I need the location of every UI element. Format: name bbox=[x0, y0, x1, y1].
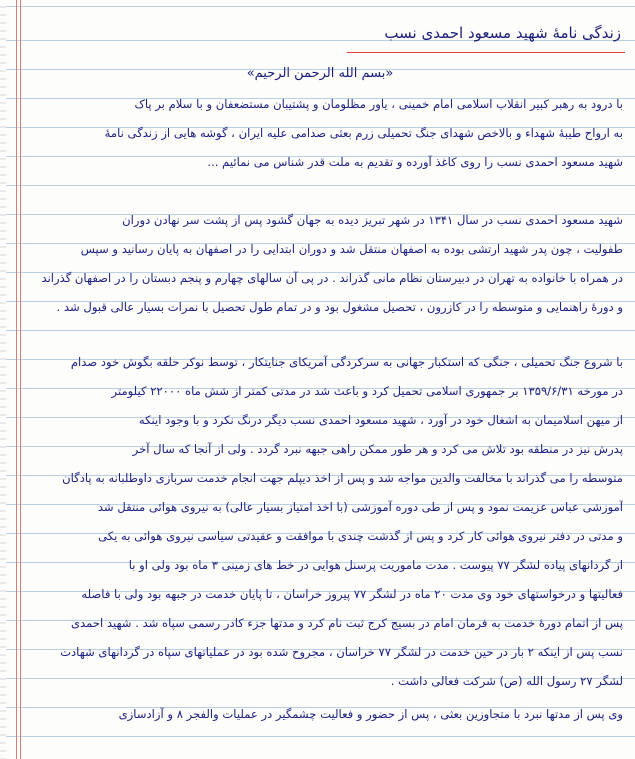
text-line: شهید مسعود احمدی نسب در سال ۱۳۴۱ در شهر تبریز دیده به جهان گشود پس از پشت سر نهادن دوران bbox=[122, 213, 623, 227]
text-line: شهید مسعود احمدی نسب را روی کاغذ آورده و تقدیم به ملت قدر شناس می نمائیم ... bbox=[207, 155, 623, 169]
text-line: به ارواح طیبهٔ شهداء و بالاخص شهدای جنگ تحمیلی زرم بعثی صدامی علیه ایران ، گوشه هایی از زندگی نامهٔ bbox=[104, 126, 623, 140]
bismillah-heading: «بسم الله الرحمن الرحیم» bbox=[246, 66, 394, 81]
page-edge bbox=[0, 0, 6, 759]
paragraph-final bbox=[26, 700, 623, 729]
text-line: پس از اتمام دورهٔ خدمت به فرمان امام در بسیج کرج ثبت نام کرد و مدتها جزء کادر رسمی سپاه شد . شهید احمدی bbox=[70, 616, 623, 630]
text-line: متوسطه را می گذراند با مخالفت والدین مواجه شد و پس از اخذ دیپلم جهت انجام خدمت سربازی داوطلبانه به پادگان bbox=[62, 471, 623, 485]
text-line: در همراه با خانواده به تهران در دبیرستان نظام مانی گذراند . در پی آن سالهای چهارم و پنجم دبستان را در اصفهان گذراند bbox=[41, 271, 623, 285]
text-line: با شروع جنگ تحمیلی ، جنگی که استکبار جهانی به سرکردگی آمریکای جنایتکار ، توسط نوکر حلقه بگوش خود صدام bbox=[70, 355, 623, 369]
text-line: و دورهٔ راهنمایی و متوسطه را در کازرون ، تحصیل مشغول بود و در تمام طول تحصیل با نمرات بسیار عالی قبول شد . bbox=[56, 300, 623, 314]
paragraph-war bbox=[26, 348, 623, 696]
paragraph-intro bbox=[26, 90, 623, 177]
text-line: از گردانهای پیاده لشگر ۷۷ پیوست . مدت ماموریت پرسنل هوایی در خط های زمینی ۳ ماه بود ولی او با bbox=[128, 558, 623, 572]
text-line: در مورخه ۱۳۵۹/۶/۳۱ بر جمهوری اسلامی تحمیل کرد و باعث شد در مدتی کمتر از شش ماه ۲۲۰۰۰ کیلومتر bbox=[111, 384, 623, 398]
text-line: فعالیتها و درخواستهای خود وی مدت ۲۰ ماه در لشگر ۷۷ پیروز خراسان ، تا پایان خدمت در جبهه بود ولی با فاصله bbox=[81, 587, 623, 601]
paragraph-childhood bbox=[26, 206, 623, 322]
title-underline bbox=[347, 52, 625, 53]
text-line: لشگر ۲۷ رسول الله (ص) شرکت فعالی داشت . bbox=[390, 674, 623, 688]
page-title: زندگی نامهٔ شهید مسعود احمدی نسب bbox=[384, 24, 621, 42]
text-line: پدرش نیز در منطقه بود تلاش می کرد و هر طور ممکن راهی جبهه نبرد گردد . ولی از آنجا که سال آخر bbox=[132, 442, 623, 456]
text-line: و مدتی در دفتر نیروی هوائی کار کرد و پس از گذشت چندی با موافقت و عقیدتی سیاسی نیروی هوائی به یکی bbox=[98, 529, 623, 543]
text-line: آموزشی عباس عزیمت نمود و پس از طی دوره آموزشی (با اخذ امتیاز بسیار عالی) به نیروی هوائی منتقل شد bbox=[97, 500, 623, 514]
text-line: با درود به رهبر کبیر انقلاب اسلامی امام خمینی ، یاور مظلومان و پشتیبان مستضعفان و با سلام بر پاک bbox=[134, 97, 623, 111]
text-line: از میهن اسلامیمان به اشغال خود در آورد ، شهید مسعود احمدی نسب دیگر درنگ نکرد و با وجود اینکه bbox=[138, 413, 623, 427]
margin-line bbox=[20, 0, 21, 759]
text-line: طفولیت ، چون پدر شهید ارتشی بوده به اصفهان منتقل شد و دوران ابتدایی را در اصفهان به پایان رسانید و سپس bbox=[80, 242, 623, 256]
text-line: وی پس از مدتها نبرد با متجاوزین بعثی ، پس از حضور و فعالیت چشمگیر در عملیات والفجر ۸ و آزادسازی bbox=[118, 707, 623, 721]
text-line: نسب پس از اینکه ۲ بار در حین خدمت در لشگر ۷۷ خراسان ، مجروح شده بود در عملیاتهای سپاه در گردانهای شهادت bbox=[60, 645, 623, 659]
margin-line bbox=[16, 0, 17, 759]
